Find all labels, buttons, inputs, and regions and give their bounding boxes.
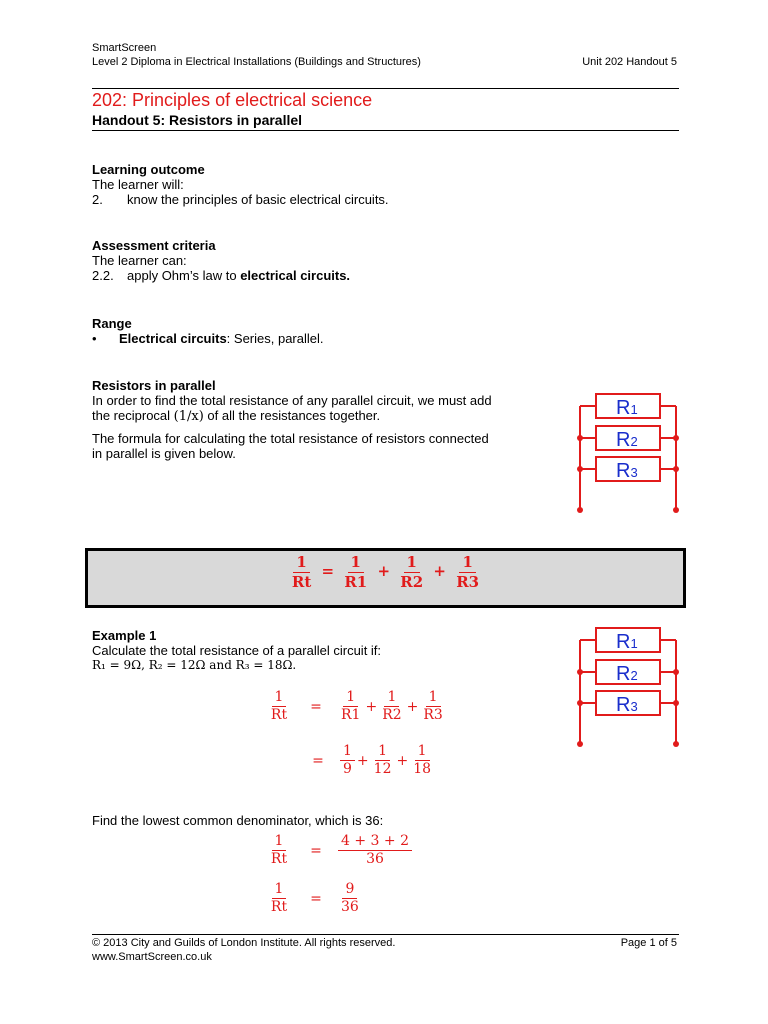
parallel-para1-line2 — [92, 408, 542, 424]
parallel-circuit-diagram-2 — [568, 620, 688, 752]
step1-t3-numerator: 1 — [426, 690, 441, 707]
parallel-para2-line1: The formula for calculating the total resistance of resistors connected — [92, 431, 489, 446]
step3-equals: = — [310, 842, 322, 859]
title-rule — [92, 130, 679, 131]
formula-t2-numerator: 1 — [404, 554, 420, 573]
step1-t1-denominator: R1 — [341, 707, 361, 724]
example-step2 — [262, 744, 436, 778]
diagram2-r2-label: R2 — [616, 663, 638, 685]
bullet-icon: • — [92, 331, 97, 346]
step4-lhs-numerator: 1 — [272, 882, 287, 899]
diagram1-r2-label: R2 — [616, 429, 638, 451]
range-heading: Range — [92, 316, 132, 331]
step2-plus: + — [356, 752, 369, 769]
formula-t3-denominator: R3 — [456, 572, 480, 591]
step2-t1-numerator: 1 — [340, 744, 355, 761]
assessment-item-text: apply Ohm’s law to — [127, 268, 241, 283]
copyright: © 2013 City and Guilds of London Institute. All rights reserved. — [92, 937, 396, 949]
diagram2-r1-label: R1 — [616, 631, 638, 653]
formula-lhs-denominator: Rt — [291, 572, 312, 591]
learning-outcome-section — [92, 162, 389, 207]
assessment-item — [92, 268, 350, 283]
formula-plus: + — [433, 562, 446, 580]
step1-lhs-denominator: Rt — [270, 707, 288, 724]
learning-outcome-item-number: 2. — [92, 192, 103, 207]
example-step3 — [262, 834, 414, 868]
learning-outcome-item — [92, 192, 389, 207]
range-section — [92, 316, 324, 346]
diagram2-r3-label: R3 — [616, 694, 638, 716]
learning-outcome-item-text: know the principles of basic electrical circuits. — [127, 192, 389, 207]
course-title: Level 2 Diploma in Electrical Installations (Buildings and Structures) — [92, 56, 421, 68]
page-number: Page 1 of 5 — [620, 937, 677, 949]
assessment-intro: The learner can: — [92, 253, 187, 268]
formula-t1-numerator: 1 — [348, 554, 364, 573]
formula-lhs-numerator: 1 — [293, 554, 309, 573]
lcd-text: Find the lowest common denominator, which is 36: — [92, 813, 384, 828]
formula-t1-denominator: R1 — [344, 572, 368, 591]
step1-t1-numerator: 1 — [343, 690, 358, 707]
formula-t3-numerator: 1 — [459, 554, 475, 573]
formula-plus: + — [377, 562, 391, 580]
assessment-item-number: 2.2. — [92, 268, 114, 283]
learning-outcome-intro: The learner will: — [92, 177, 184, 192]
step1-equals: = — [310, 698, 322, 715]
step1-lhs-numerator: 1 — [272, 690, 287, 707]
parallel-para2-line2: in parallel is given below. — [92, 446, 236, 461]
diagram1-r1-label: R1 — [616, 397, 638, 419]
step3-lhs-denominator: Rt — [270, 851, 288, 868]
range-item — [92, 331, 324, 346]
step2-t3-numerator: 1 — [415, 744, 430, 761]
step2-t2-numerator: 1 — [375, 744, 390, 761]
step4-rhs-numerator: 9 — [342, 882, 357, 899]
example-heading: Example 1 — [92, 628, 157, 643]
reciprocal-math: (1/x) — [173, 409, 204, 424]
step3-rhs-denominator: 36 — [366, 851, 384, 868]
parallel-para1-post: of all the resistances together. — [203, 408, 381, 423]
example-given: R₁ = 9Ω, R₂ = 12Ω and R₃ = 18Ω. — [92, 658, 297, 672]
step3-rhs-numerator: 4 + 3 + 2 — [338, 834, 412, 851]
parallel-heading: Resistors in parallel — [92, 378, 216, 393]
formula-equals: = — [321, 562, 335, 580]
parallel-formula-box — [85, 548, 686, 608]
example-prompt: Calculate the total resistance of a parallel circuit if: — [92, 643, 382, 658]
parallel-formula — [88, 554, 683, 590]
learning-outcome-heading: Learning outcome — [92, 162, 205, 177]
handout-title: Handout 5: Resistors in parallel — [92, 112, 303, 128]
step4-rhs-denominator: 36 — [341, 899, 359, 916]
step1-t2-numerator: 1 — [384, 690, 399, 707]
example-section — [92, 628, 381, 673]
page-title: 202: Principles of electrical science — [92, 90, 373, 110]
assessment-heading: Assessment criteria — [92, 238, 216, 253]
step1-t3-denominator: R3 — [423, 707, 443, 724]
formula-t2-denominator: R2 — [400, 572, 424, 591]
step4-lhs-denominator: Rt — [270, 899, 288, 916]
diagram1-r3-label: R3 — [616, 460, 638, 482]
parallel-circuit-diagram-1 — [568, 386, 688, 518]
brand-name: SmartScreen — [92, 42, 157, 54]
unit-label: Unit 202 Handout 5 — [582, 56, 677, 68]
parallel-para1-line1: In order to find the total resistance of any parallel circuit, we must add — [92, 393, 492, 408]
footer-rule — [92, 934, 679, 935]
step1-plus: + — [406, 698, 419, 715]
step2-t2-denominator: 12 — [373, 761, 392, 778]
step1-plus: + — [365, 698, 378, 715]
assessment-section — [92, 238, 350, 283]
step2-plus: + — [396, 752, 409, 769]
step2-t1-denominator: 9 — [343, 761, 352, 778]
step2-equals: = — [312, 752, 324, 769]
step4-equals: = — [310, 890, 322, 907]
example-step1 — [262, 690, 448, 724]
step1-t2-denominator: R2 — [382, 707, 402, 724]
range-text: : Series, parallel. — [226, 331, 324, 346]
assessment-item-bold: electrical circuits. — [240, 268, 351, 283]
parallel-para1-pre: the reciprocal — [92, 408, 174, 423]
header-rule — [92, 88, 679, 89]
parallel-section — [92, 378, 542, 461]
website-link[interactable]: www.SmartScreen.co.uk — [92, 951, 212, 963]
range-label: Electrical circuits — [119, 331, 227, 346]
example-step4 — [262, 882, 364, 916]
step2-t3-denominator: 18 — [413, 761, 432, 778]
step3-lhs-numerator: 1 — [272, 834, 287, 851]
